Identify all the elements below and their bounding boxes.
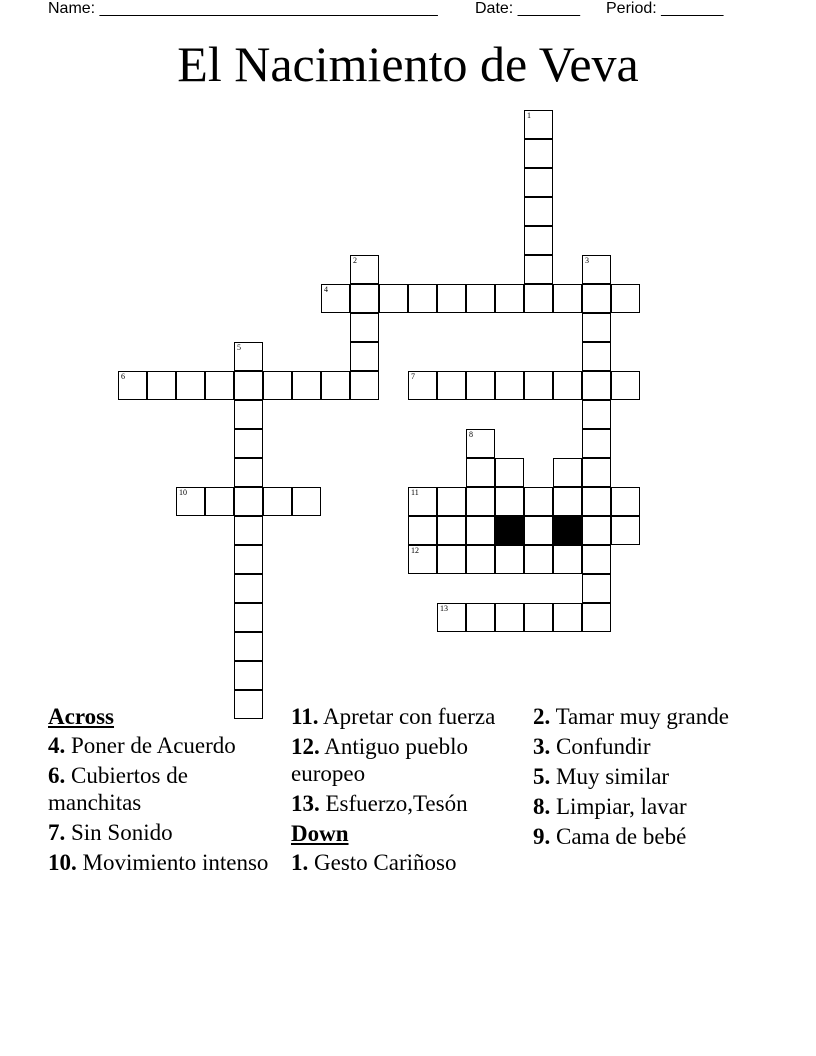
clue-item — [48, 762, 278, 816]
clue-number-label: 7. — [48, 820, 66, 845]
crossword-cell[interactable] — [582, 516, 611, 545]
crossword-cell[interactable] — [611, 371, 640, 400]
clue-number: 10 — [179, 488, 187, 497]
clue-item — [48, 819, 278, 846]
crossword-cell[interactable] — [466, 487, 495, 516]
clue-item — [48, 849, 278, 876]
crossword-cell[interactable] — [234, 574, 263, 603]
clue-item — [533, 703, 763, 730]
crossword-cell[interactable] — [466, 516, 495, 545]
clue-number: 4 — [324, 285, 328, 294]
crossword-cell[interactable] — [466, 603, 495, 632]
clue-item — [48, 732, 278, 759]
crossword-cell[interactable] — [553, 458, 582, 487]
crossword-cell[interactable] — [582, 458, 611, 487]
crossword-cell[interactable] — [437, 545, 466, 574]
crossword-cell[interactable] — [582, 545, 611, 574]
crossword-cell[interactable] — [611, 487, 640, 516]
crossword-cell[interactable] — [408, 516, 437, 545]
clue-text: Apretar con fuerza — [318, 704, 496, 729]
page-title: El Nacimiento de Veva — [177, 36, 639, 92]
crossword-cell[interactable] — [524, 110, 553, 139]
clue-number-label: 4. — [48, 733, 66, 758]
clue-number-label: 9. — [533, 824, 551, 849]
crossword-cell[interactable] — [524, 371, 553, 400]
clue-item — [291, 703, 516, 730]
clue-text: Gesto Cariñoso — [308, 850, 457, 875]
crossword-cell[interactable] — [524, 516, 553, 545]
crossword-cell[interactable] — [234, 429, 263, 458]
crossword-cell[interactable] — [466, 458, 495, 487]
crossword-cell[interactable] — [582, 574, 611, 603]
crossword-cell[interactable] — [524, 284, 553, 313]
crossword-cell[interactable] — [495, 603, 524, 632]
crossword-cell[interactable] — [582, 342, 611, 371]
crossword-cell[interactable] — [495, 545, 524, 574]
down-clue-list — [291, 849, 516, 876]
clue-text: Antiguo pueblo europeo — [291, 734, 468, 786]
crossword-cell[interactable] — [466, 429, 495, 458]
crossword-cell[interactable] — [553, 545, 582, 574]
crossword-cell[interactable] — [176, 371, 205, 400]
clue-number-label: 8. — [533, 794, 551, 819]
crossword-cell[interactable] — [263, 371, 292, 400]
date-field[interactable]: Date: _______ — [475, 0, 580, 17]
clue-text: Cama de bebé — [550, 824, 687, 849]
crossword-cell[interactable] — [234, 632, 263, 661]
crossword-cell[interactable] — [437, 516, 466, 545]
clue-number-label: 12. — [291, 734, 320, 759]
clues-column-1 — [48, 703, 278, 879]
clue-number: 7 — [411, 372, 415, 381]
crossword-cell[interactable] — [437, 487, 466, 516]
clues-column-3 — [533, 703, 763, 853]
clue-text: Sin Sonido — [65, 820, 173, 845]
clue-number-label: 10. — [48, 850, 77, 875]
clue-text: Poner de Acuerdo — [65, 733, 236, 758]
clue-text: Confundir — [550, 734, 651, 759]
crossword-cell[interactable] — [582, 429, 611, 458]
crossword-cell[interactable] — [495, 371, 524, 400]
across-clue-list-continued — [291, 703, 516, 817]
clue-number: 3 — [585, 256, 589, 265]
crossword-cell[interactable] — [263, 487, 292, 516]
clue-number-label: 1. — [291, 850, 309, 875]
clue-text: Cubiertos de manchitas — [48, 763, 188, 815]
clue-number: 13 — [440, 604, 448, 613]
clue-number: 8 — [469, 430, 473, 439]
crossword-cell[interactable] — [147, 371, 176, 400]
crossword-cell[interactable] — [437, 371, 466, 400]
clue-text: Muy similar — [550, 764, 670, 789]
crossword-cell[interactable] — [582, 400, 611, 429]
crossword-cell[interactable] — [582, 313, 611, 342]
clue-number: 11 — [411, 488, 419, 497]
crossword-cell[interactable] — [234, 545, 263, 574]
crossword-cell[interactable] — [176, 487, 205, 516]
crossword-cell[interactable] — [205, 371, 234, 400]
clue-number-label: 3. — [533, 734, 551, 759]
clue-number-label: 5. — [533, 764, 551, 789]
crossword-cell[interactable] — [234, 661, 263, 690]
crossword-cell[interactable] — [582, 487, 611, 516]
across-heading: Across — [48, 704, 115, 729]
crossword-cell[interactable] — [582, 371, 611, 400]
crossword-cell[interactable] — [234, 371, 263, 400]
crossword-cell[interactable] — [350, 284, 379, 313]
crossword-cell[interactable] — [466, 284, 495, 313]
clue-text: Esfuerzo,Tesón — [319, 791, 468, 816]
clue-number: 6 — [121, 372, 125, 381]
clue-number: 5 — [237, 343, 241, 352]
clue-text: Tamar muy grande — [550, 704, 729, 729]
crossword-cell[interactable] — [611, 516, 640, 545]
crossword-cell[interactable] — [350, 255, 379, 284]
crossword-cell[interactable] — [524, 545, 553, 574]
crossword-cell[interactable] — [495, 458, 524, 487]
down-heading: Down — [291, 821, 349, 846]
clue-item — [291, 790, 516, 817]
crossword-cell[interactable] — [524, 487, 553, 516]
crossword-cell[interactable] — [524, 226, 553, 255]
crossword-cell[interactable] — [292, 371, 321, 400]
crossword-cell[interactable] — [292, 487, 321, 516]
crossword-cell[interactable] — [495, 284, 524, 313]
down-clue-list-continued — [533, 703, 763, 850]
clue-item — [533, 763, 763, 790]
clue-item — [291, 733, 516, 787]
across-clue-list — [48, 732, 278, 876]
crossword-cell[interactable] — [582, 603, 611, 632]
crossword-cell[interactable] — [234, 458, 263, 487]
crossword-cell[interactable] — [437, 284, 466, 313]
clue-number: 2 — [353, 256, 357, 265]
crossword-cell[interactable] — [118, 371, 147, 400]
clues-column-2 — [291, 703, 516, 879]
clue-number-label: 13. — [291, 791, 320, 816]
crossword-cell[interactable] — [466, 545, 495, 574]
crossword-cell[interactable] — [553, 487, 582, 516]
black-cell — [495, 516, 524, 545]
crossword-cell[interactable] — [234, 487, 263, 516]
clue-number-label: 6. — [48, 763, 66, 788]
crossword-cell[interactable] — [321, 284, 350, 313]
crossword-cell[interactable] — [553, 371, 582, 400]
black-cell — [553, 516, 582, 545]
clue-text: Movimiento intenso — [76, 850, 269, 875]
crossword-cell[interactable] — [234, 342, 263, 371]
clue-item — [533, 823, 763, 850]
crossword-cell[interactable] — [408, 284, 437, 313]
crossword-cell[interactable] — [611, 284, 640, 313]
name-field[interactable]: Name: ______________________________________ — [48, 0, 438, 17]
crossword-cell[interactable] — [234, 400, 263, 429]
crossword-cell[interactable] — [495, 487, 524, 516]
crossword-cell[interactable] — [524, 168, 553, 197]
crossword-cell[interactable] — [205, 487, 234, 516]
crossword-cell[interactable] — [379, 284, 408, 313]
crossword-cell[interactable] — [350, 342, 379, 371]
crossword-cell[interactable] — [466, 371, 495, 400]
crossword-cell[interactable] — [408, 487, 437, 516]
crossword-cell[interactable] — [524, 255, 553, 284]
crossword-cell[interactable] — [582, 255, 611, 284]
crossword-cell[interactable] — [350, 313, 379, 342]
crossword-cell[interactable] — [524, 139, 553, 168]
period-field[interactable]: Period: _______ — [606, 0, 724, 17]
crossword-cell[interactable] — [408, 371, 437, 400]
crossword-cell[interactable] — [234, 603, 263, 632]
crossword-cell[interactable] — [234, 516, 263, 545]
crossword-cell[interactable] — [321, 371, 350, 400]
crossword-cell[interactable] — [524, 603, 553, 632]
clue-number-label: 11. — [291, 704, 319, 729]
crossword-cell[interactable] — [553, 284, 582, 313]
crossword-cell[interactable] — [350, 371, 379, 400]
clue-text: Limpiar, lavar — [550, 794, 687, 819]
clue-number: 12 — [411, 546, 419, 555]
clue-number: 1 — [527, 111, 531, 120]
crossword-cell[interactable] — [553, 603, 582, 632]
clue-item — [533, 793, 763, 820]
crossword-cell[interactable] — [582, 284, 611, 313]
clue-item — [533, 733, 763, 760]
clue-item — [291, 849, 516, 876]
clue-number-label: 2. — [533, 704, 551, 729]
crossword-cell[interactable] — [437, 603, 466, 632]
crossword-cell[interactable] — [524, 197, 553, 226]
crossword-cell[interactable] — [408, 545, 437, 574]
